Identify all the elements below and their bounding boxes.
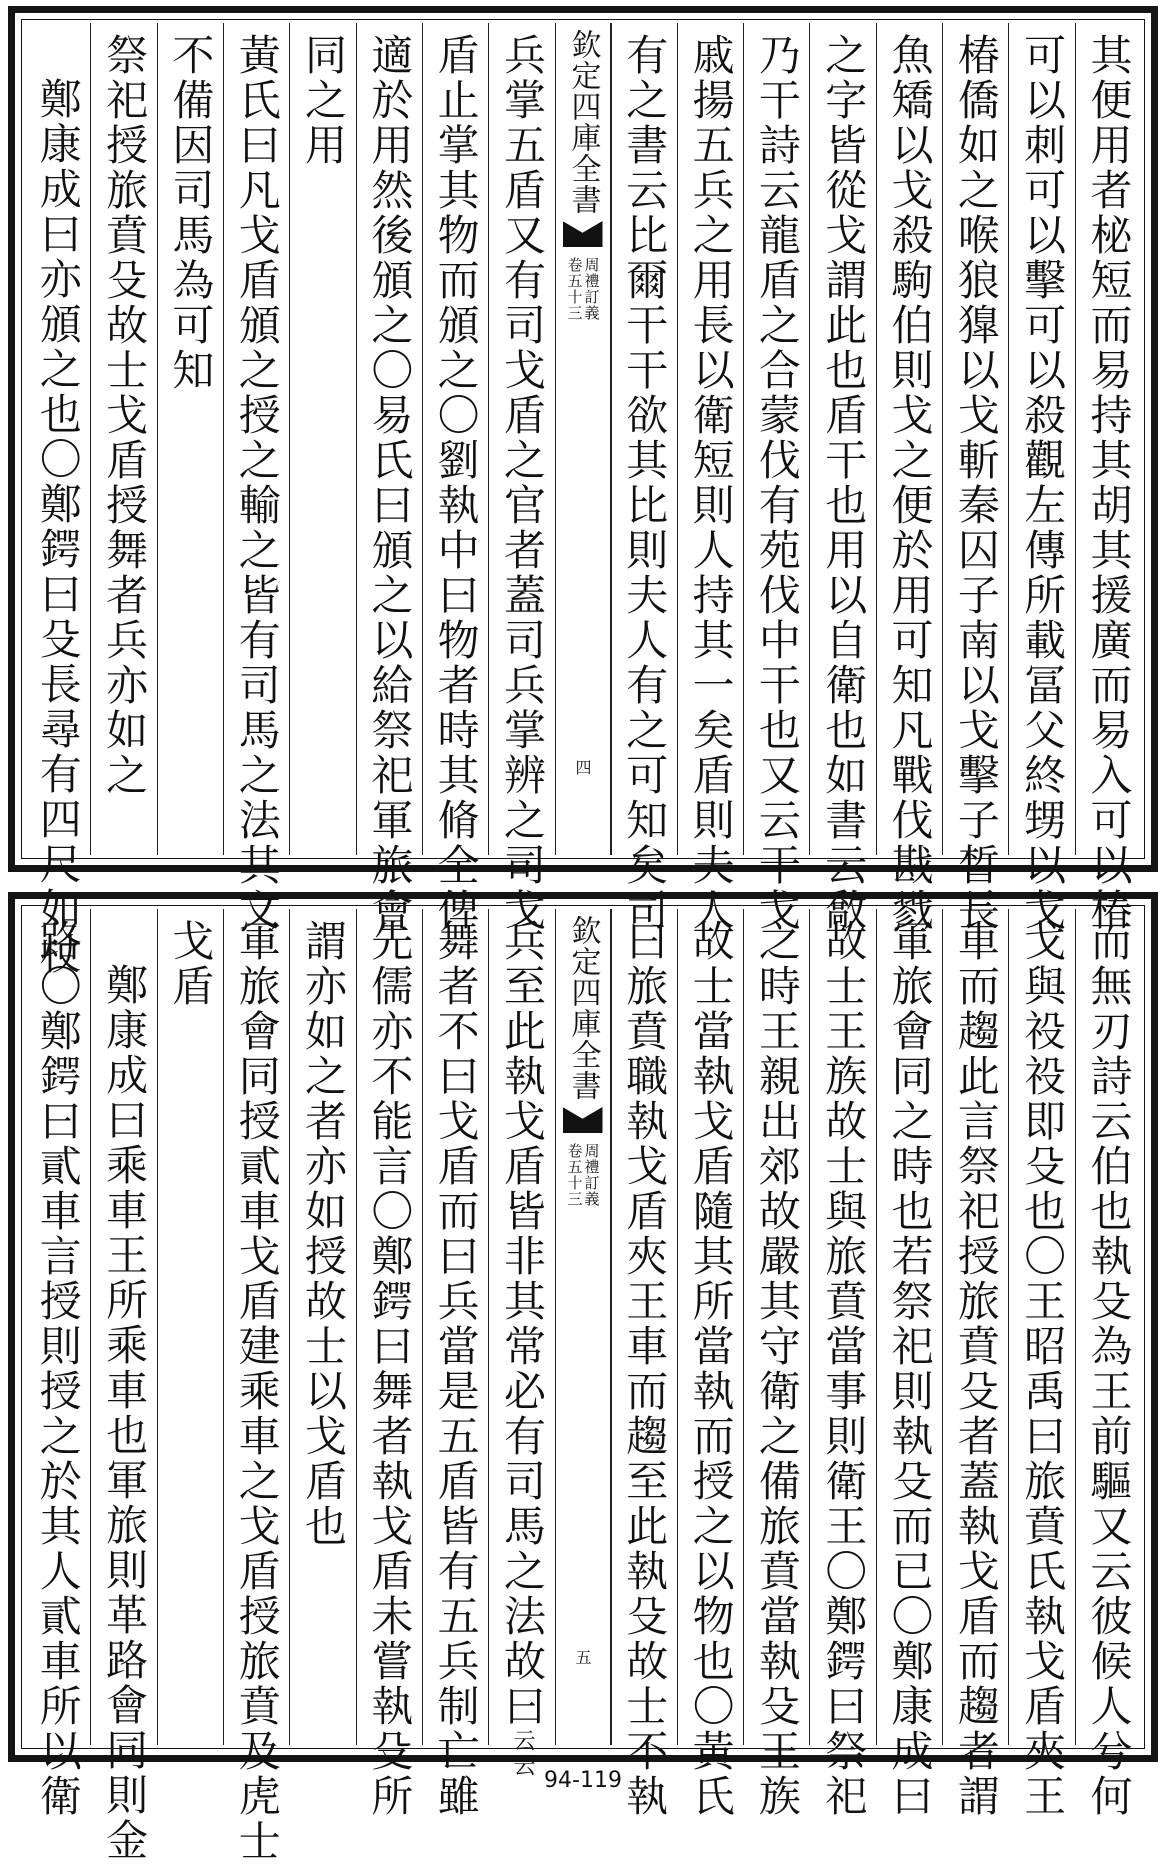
center-fold-column [555,909,611,1745]
text-column [611,23,677,933]
book-subtitle: 周禮訂義 [582,257,601,321]
text-column [289,23,355,855]
column-main-text: 兵至此執戈盾皆非其常必有司馬之法故曰 [497,919,547,1729]
column-text: 祭祀授旅賁殳故士戈盾授舞者兵亦如之 [100,33,150,798]
column-text: 黃氏曰凡戈盾頒之授之輸之皆有司馬之法其文 [232,33,282,933]
column-text: 戈與祋祋即殳也〇王昭禹曰旅賁氏執戈盾夾王 [1018,919,1068,1819]
column-text: 椿僑如之喉狼獋以戈斬秦囚子南以戈擊子晳長 [951,33,1001,933]
text-column [90,23,156,855]
volume-info [567,257,599,321]
text-column [422,23,488,933]
page-number-footer: 94-119 [544,1768,622,1793]
text-column [1075,909,1141,1819]
text-column [876,909,942,1819]
columns-container-top [25,23,1141,977]
page-panel-top [8,6,1158,977]
text-column [743,909,809,1819]
column-text: 適於用然後頒之〇易氏曰頒之以給祭祀軍旅會 [365,33,415,933]
text-column [223,23,289,933]
column-text: 戈盾 [166,919,216,1009]
column-text: 謂亦如之者亦如授故士以戈盾也 [299,919,349,1549]
column-text: 同之用 [299,33,349,168]
column-text: 兵掌五盾又有司戈盾之官者蓋司兵掌辨之司戈 [497,33,547,933]
column-text: 乃干詩云龍盾之合蒙伐有苑伐中干也又云干戈 [752,33,802,933]
center-fold-column [555,23,611,855]
column-text: 路〇鄭鍔曰貳車言授則授之於其人貳車所以衛 [33,919,83,1819]
text-column [942,23,1008,933]
text-column [90,909,156,1863]
text-column [1075,23,1141,933]
column-text: 鄭康成曰亦頒之也〇鄭鍔曰殳長尋有四尺如杖 [33,77,83,977]
text-column [809,23,875,933]
column-text: 鄭康成曰乘車王所乘車也軍旅則革路會同則金 [100,963,150,1863]
column-text: 軍旅會同之時也若祭祀則執殳而已〇鄭康成曰 [885,919,935,1819]
text-column [1008,23,1074,933]
text-column [422,909,488,1819]
text-column [611,909,677,1819]
column-text: 先儒亦不能言〇鄭鍔曰舞者執戈盾未嘗執殳所 [365,919,415,1819]
column-text: 舞者不曰戈盾而曰兵當是五盾皆有五兵制亡雖 [431,919,481,1819]
column-text: 其便用者柲短而易持其胡其援廣而易入可以椿 [1084,33,1134,933]
small-note-text: 云云 [509,1729,535,1779]
column-text: 之時王親出郊故嚴其守衛之備旅賁當執殳王族 [752,919,802,1819]
column-text: 故士王族故士與旅賁當事則衛王〇鄭鍔曰祭祀 [819,919,869,1819]
column-text: 軍旅會同授貳車戈盾建乘車之戈盾授旅賁及虎士 [232,919,282,1864]
text-column [1008,909,1074,1819]
book-title: 欽定四庫全書 [565,29,601,215]
text-column [743,23,809,933]
column-text: 戚揚五兵之用長以衛短則人持其一矣盾則夫人 [686,33,736,933]
fishtail-mark-icon [563,1107,603,1133]
text-column [809,909,875,1819]
leaf-number: 四 [573,759,592,775]
text-column [25,909,90,1819]
text-column [488,23,554,933]
column-text: 有之書云比爾干干欲其比則夫人有之可知矣司 [620,33,670,933]
volume-info [567,1143,599,1207]
text-column [488,909,554,1779]
text-column [223,909,289,1864]
column-text: 魚矯以戈殺駒伯則戈之便於用可知凡戰伐戡戮 [885,33,935,933]
text-column [289,909,355,1745]
text-column [677,909,743,1819]
leaf-number: 五 [573,1649,592,1665]
column-text: 而無刃詩云伯也執殳為王前驅又云彼候人兮何 [1084,919,1134,1819]
column-text [497,919,547,1779]
column-text: 車而趨此言祭祀授旅賁殳者蓋執戈盾而趨者謂 [951,919,1001,1819]
text-column [25,23,90,977]
column-text: 曰旅賁職執戈盾夾王車而趨至此執殳故士不執 [620,919,670,1819]
book-title: 欽定四庫全書 [565,915,601,1101]
text-column [356,23,422,933]
text-column [942,909,1008,1819]
volume-number: 卷五十三 [565,257,584,321]
volume-number: 卷五十三 [565,1143,584,1207]
column-text: 可以刺可以擊可以殺觀左傳所載冨父終甥以戈 [1018,33,1068,933]
text-column [157,909,223,1745]
book-subtitle: 周禮訂義 [582,1143,601,1207]
column-text: 之字皆從戈謂此也盾干也用以自衛也如書云敿 [819,33,869,933]
text-column [356,909,422,1819]
fishtail-mark-icon [563,221,603,247]
column-text: 盾止掌其物而頒之〇劉執中曰物者時其脩全俾 [431,33,481,933]
text-column [677,23,743,933]
text-column [876,23,942,933]
column-text: 故士當執戈盾隨其所當執而授之以物也〇黃氏 [686,919,736,1819]
text-column [157,23,223,855]
column-text: 不備因司馬為可知 [166,33,216,393]
